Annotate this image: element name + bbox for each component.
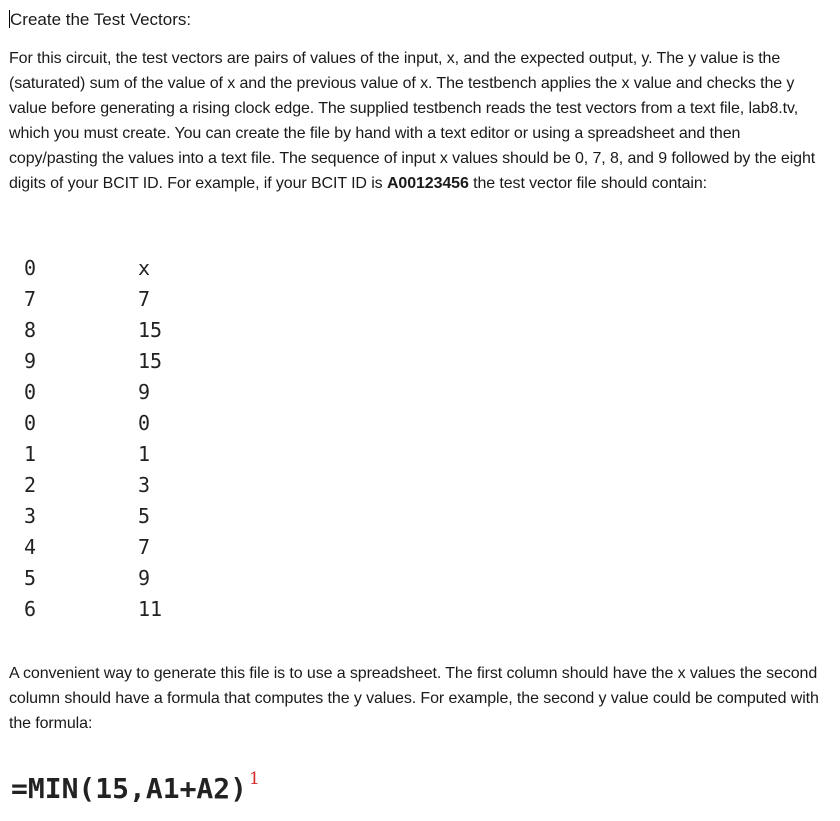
vector-x-value: 5	[24, 566, 37, 590]
vector-x-value: 7	[24, 287, 37, 311]
intro-text: For this circuit, the test vectors are pairs of values of the input, x, and the expected output, y. The y value is the (saturated) sum of the value of x and the previous value of x. The testbench applies the x value and checks the y value before generating a rising clock edge. The supplied testbench reads the test vectors from a text file, lab8.tv, which you must create. You can create the file by hand with a text editor or using a spreadsheet and then copy/pasting the values into a text file. The sequence of input x values should be 0, 7, 8, and 9 followed by the eight digits of your BCIT ID. For example, if your BCIT ID is	[9, 50, 816, 192]
vector-x-value: 0	[24, 411, 37, 435]
example-bcit-id: A00123456	[386, 175, 469, 192]
intro-paragraph	[9, 46, 831, 196]
footnote-reference[interactable]: 1	[249, 769, 260, 789]
vector-y-value: 15	[138, 349, 163, 373]
vector-y-value: 7	[138, 535, 151, 559]
vector-x-value: 4	[24, 535, 37, 559]
spreadsheet-paragraph: A convenient way to generate this file is to use a spreadsheet. The first column should have the x values the second column should have a formula that computes the y values. For example, the second y value could be computed with the formula:	[9, 665, 819, 732]
vector-y-value: 9	[138, 380, 151, 404]
vector-x-value: 3	[24, 504, 37, 528]
vector-y-value: 5	[138, 504, 151, 528]
vector-y-value: 7	[138, 287, 151, 311]
vector-y-value: x	[138, 256, 151, 280]
vector-y-value: 1	[138, 442, 151, 466]
vector-y-value: 9	[138, 566, 151, 590]
vector-y-value: 15	[138, 318, 163, 342]
vector-y-value: 0	[138, 411, 151, 435]
vector-x-value: 0	[24, 380, 37, 404]
vector-x-value: 9	[24, 349, 37, 373]
vector-x-value: 0	[24, 256, 37, 280]
intro-text-end: the test vector file should contain:	[468, 175, 707, 192]
formula-example	[11, 757, 260, 811]
vector-y-value: 3	[138, 473, 151, 497]
vector-x-value: 8	[24, 318, 37, 342]
vector-x-value: 2	[24, 473, 37, 497]
vector-x-value: 1	[24, 442, 37, 466]
section-heading	[9, 9, 191, 31]
heading-text: Create the Test Vectors:	[10, 10, 192, 29]
vector-y-value: 11	[138, 597, 163, 621]
vector-x-value: 6	[24, 597, 37, 621]
formula-text: =MIN(15,A1+A2)	[11, 772, 248, 805]
